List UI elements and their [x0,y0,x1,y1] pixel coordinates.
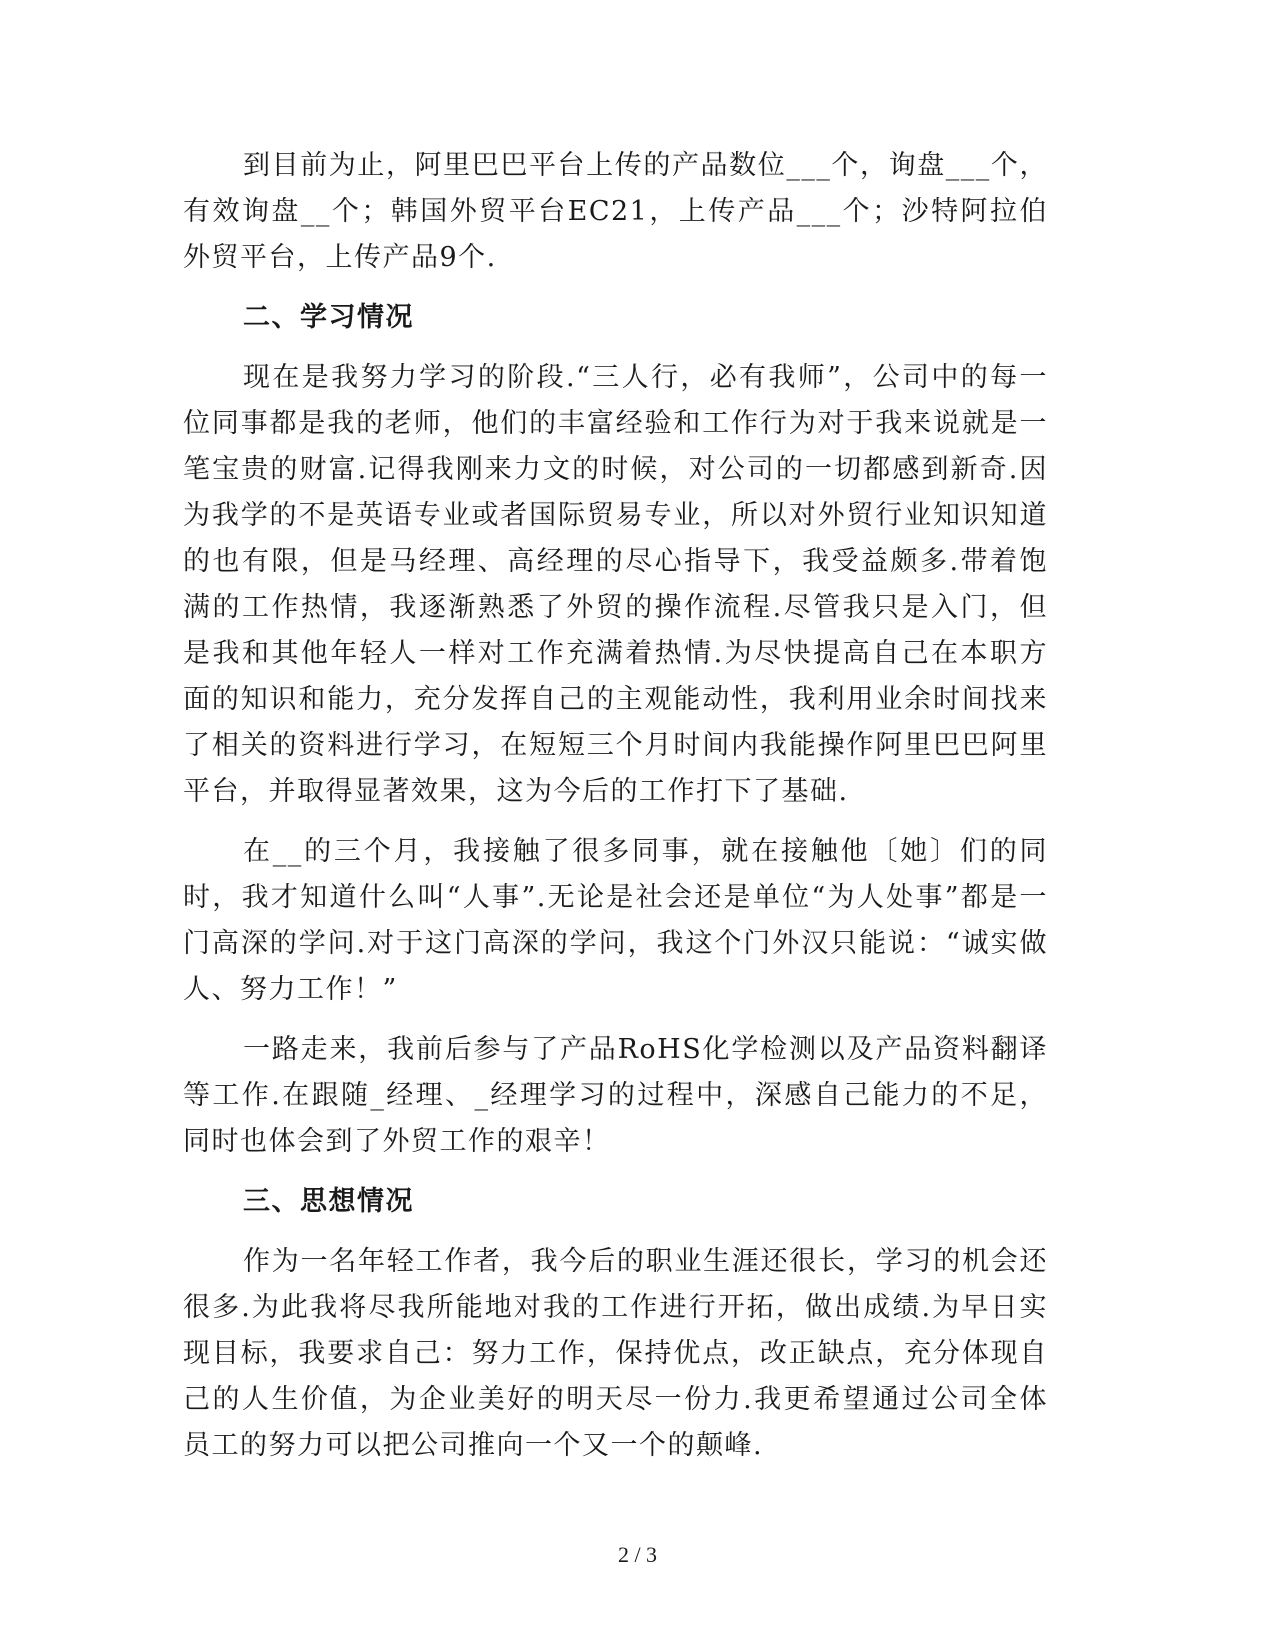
page-number: 2 / 3 [617,1542,658,1567]
paragraph-platform-stats: 到目前为止，阿里巴巴平台上传的产品数位___个，询盘___个，有效询盘__个；韩国外贸平台EC21，上传产品___个；沙特阿拉伯外贸平台，上传产品9个. [183,150,1048,273]
paragraph-study-stage: 现在是我努力学习的阶段.“三人行，必有我师”，公司中的每一位同事都是我的老师，他们的丰富经验和工作行为对于我来说就是一笔宝贵的财富.记得我刚来力文的时候，对公司的一切都感到新奇.因为我学的不是英语专业或者国际贸易专业，所以对外贸行业知识知道的也有限，但是马经理、高经理的尽心指导下，我受益颇多.带着饱满的工作热情，我逐渐熟悉了外贸的操作流程.尽管我只是入门，但是我和其他年轻人一样对工作充满着热情.为尽快提高自己在本职方面的知识和能力，充分发挥自己的主观能动性，我利用业余时间找来了相关的资料进行学习，在短短三个月时间内我能操作阿里巴巴阿里平台，并取得显著效果，这为今后的工作打下了基础. [183,362,1048,807]
paragraph-participation: 一路走来，我前后参与了产品RoHS化学检测以及产品资料翻译等工作.在跟随_经理、_经理学习的过程中，深感自己能力的不足，同时也体会到了外贸工作的艰辛！ [183,1034,1048,1157]
paragraph-colleagues: 在__的三个月，我接触了很多同事，就在接触他〔她〕们的同时，我才知道什么叫“人事”.无论是社会还是单位“为人处事”都是一门高深的学问.对于这门高深的学问，我这个门外汉只能说：“诚实做人、努力工作！” [183,836,1048,1005]
document-body [183,143,1048,1469]
section-heading-thinking: 三、思想情况 [243,1186,414,1217]
section-heading-study: 二、学习情况 [243,302,414,333]
paragraph-career-goals: 作为一名年轻工作者，我今后的职业生涯还很长，学习的机会还很多.为此我将尽我所能地对我的工作进行开拓，做出成绩.为早日实现目标，我要求自己：努力工作，保持优点，改正缺点，充分体现自己的人生价值，为企业美好的明天尽一份力.我更希望通过公司全体员工的努力可以把公司推向一个又一个的颠峰. [183,1246,1048,1461]
